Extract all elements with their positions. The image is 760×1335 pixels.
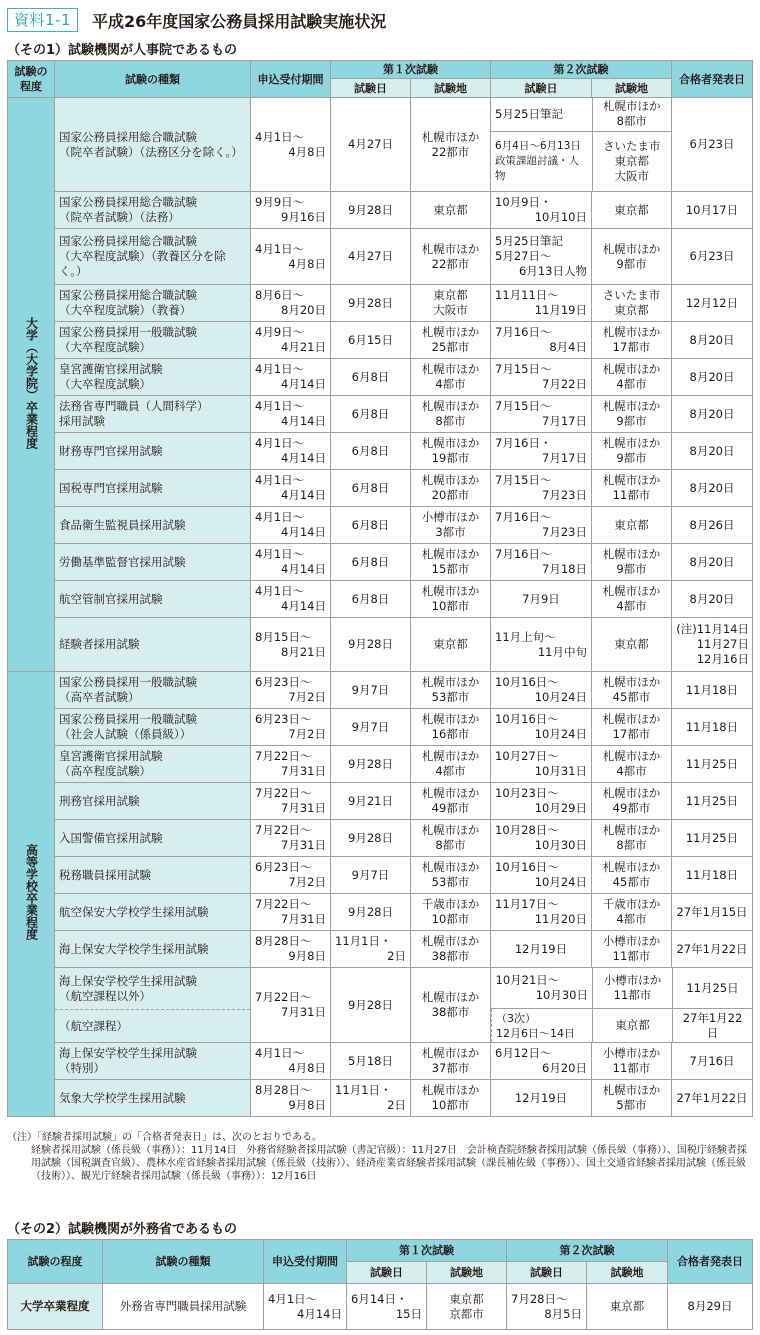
exam-name: 労働基準監督官採用試験 [55,544,251,581]
col-first-exam: 第１次試験 [347,1240,507,1262]
first-exam-date: 6月8日 [331,507,411,544]
page-header [7,7,386,33]
second-exam-place: 札幌市ほか 45都市 [592,857,672,894]
first-exam-date: 6月8日 [331,359,411,396]
exam-name: 海上保安学校学生採用試験 （特別） [55,1043,251,1080]
table-row [8,709,753,746]
result-date: 8月20日 [672,470,753,507]
application-period: 4月1日～ 4月14日 [251,433,331,470]
second-exam-place: 札幌市ほか 4都市 [592,359,672,396]
col-level: 試験の 程度 [8,61,55,98]
result-date: 27年1月22日 [672,1080,753,1117]
col-second-exam: 第２次試験 [507,1240,668,1262]
exam-name: 航空保安大学校学生採用試験 [55,894,251,931]
result-date: 6月23日 [672,98,753,192]
second-exam-place: 札幌市ほか 9都市 [592,544,672,581]
result-date: 27年1月22日 [672,931,753,968]
application-period: 7月22日～ 7月31日 [251,820,331,857]
exam-name: 海上保安学校学生採用試験 （航空課程以外） （航空課程） [55,968,251,1043]
result-date: 8月20日 [672,581,753,618]
first-exam-place: 札幌市ほか 20都市 [411,470,491,507]
application-period: 4月1日～ 4月8日 [251,229,331,285]
result-date: 11月25日 [672,746,753,783]
application-period: 4月1日～ 4月14日 [251,581,331,618]
second-exam-date: 11月11日～ 11月19日 [491,285,592,322]
exam-name: 刑務官採用試験 [55,783,251,820]
group-university: 大学（大学院）卒業程度 [8,98,55,672]
result-date: 8月26日 [672,507,753,544]
second-exam-place: 札幌市ほか 8都市 [592,820,672,857]
col-first-date: 試験日 [347,1262,427,1284]
application-period: 6月23日～ 7月2日 [251,709,331,746]
result-date: 7月16日 [672,1043,753,1080]
exam-name: 法務省専門職員（人間科学） 採用試験 [55,396,251,433]
second-exam-place: 東京都 [592,507,672,544]
first-exam-date: 5月18日 [331,1043,411,1080]
first-exam-date: 4月27日 [331,229,411,285]
second-exam-place: 札幌市ほか 5都市 [592,1080,672,1117]
footnote [7,1131,752,1183]
table-row [8,581,753,618]
col-type: 試験の種類 [55,61,251,98]
footnote-line-2: 経験者採用試験（係長級（事務））：11月14日 外務省経験者採用試験（書記官級）：11月27日 会計検査院経験者採用試験（係長級（事務））、国税庁経験者採用試験（国税調査官級）、農林水産省経験者採用試験（係長級（技術））、経済産業省経験者採用試験（課長補佐級（事務））、国土交通省経験者採用試験（係長級（技術））、観光庁経験者採用試験（係長級（事務））：12月16日 [31,1145,747,1182]
result-date: 27年1月22日 [673,1009,753,1042]
result-date: 6月23日 [672,229,753,285]
result-date: 8月20日 [672,396,753,433]
col-application: 申込受付期間 [251,61,331,98]
second-exam-date: 10月16日～ 10月24日 [491,672,592,709]
first-exam-place: 東京都 [411,618,491,672]
col-second-exam: 第２次試験 [491,61,672,79]
result-date: 11月25日 [672,783,753,820]
second-exam-place: 東京都 [587,1284,668,1330]
first-exam-place: 札幌市ほか 4都市 [411,359,491,396]
application-period: 7月22日～ 7月31日 [251,894,331,931]
first-exam-place: 札幌市ほか 37都市 [411,1043,491,1080]
first-exam-place: 札幌市ほか 4都市 [411,746,491,783]
first-exam-date: 9月7日 [331,709,411,746]
table-row [8,192,753,229]
result-date: 11月25日 [672,820,753,857]
exam-name: 国家公務員採用一般職試験 （高卒者試験） [55,672,251,709]
second-exam-date: 5月25日筆記 5月27日～ 6月13日人物 [491,229,592,285]
second-exam-place: 東京都 [592,192,672,229]
second-exam-place: 小樽市ほか 11都市 [593,968,673,1009]
col-first-place: 試験地 [411,79,491,98]
exam-name: 食品衛生監視員採用試験 [55,507,251,544]
first-exam-date: 9月7日 [331,672,411,709]
exam-name: 国家公務員採用総合職試験 （大卒程度試験）（教養区分を除く。） [55,229,251,285]
table-row [8,470,753,507]
second-exam-place: さいたま市 東京都 [592,285,672,322]
result-date: 11月18日 [672,857,753,894]
first-exam-place: 札幌市ほか 15都市 [411,544,491,581]
second-exam-date: 7月15日～ 7月23日 [491,470,592,507]
exam-name: 国家公務員採用総合職試験 （大卒程度試験）（教養） [55,285,251,322]
exam-name: 皇宮護衛官採用試験 （高卒程度試験） [55,746,251,783]
table-row [8,968,753,1043]
application-period: 8月6日～ 8月20日 [251,285,331,322]
second-exam-place: 札幌市ほか 9都市 [592,433,672,470]
application-period: 4月1日～ 4月14日 [251,359,331,396]
table-row [8,98,753,192]
first-exam-date: 9月28日 [331,192,411,229]
exam-name: 外務省専門職員採用試験 [103,1284,264,1330]
result-date: (注)11月14日 11月27日 12月16日 [672,618,753,672]
first-exam-date: 11月1日・ 2日 [331,931,411,968]
first-exam-date: 9月21日 [331,783,411,820]
table-row [8,285,753,322]
application-period: 4月1日～ 4月8日 [251,1043,331,1080]
first-exam-date: 6月14日・ 15日 [347,1284,427,1330]
first-exam-place: 札幌市ほか 22都市 [411,98,491,192]
first-exam-date: 9月28日 [331,746,411,783]
second-exam-place: 札幌市ほか 9都市 [592,396,672,433]
second-exam-place: 千歳市ほか 4都市 [592,894,672,931]
first-exam-date: 9月7日 [331,857,411,894]
col-first-place: 試験地 [427,1262,507,1284]
group-highschool: 高等学校卒業程度 [8,672,55,1117]
application-period: 6月23日～ 7月2日 [251,672,331,709]
third-exam-date: （3次） 12月6日～14日 [492,1009,593,1042]
second-exam-place: 札幌市ほか 4都市 [592,581,672,618]
col-second-place: 試験地 [592,79,672,98]
first-exam-place: 札幌市ほか 19都市 [411,433,491,470]
first-exam-place: 東京都 [411,192,491,229]
second-exam-date: 7月15日～ 7月22日 [491,359,592,396]
exam-name: 気象大学校学生採用試験 [55,1080,251,1117]
exam-table-mofa [7,1239,753,1330]
first-exam-date: 11月1日・ 2日 [331,1080,411,1117]
exam-name: 航空管制官採用試験 [55,581,251,618]
first-exam-place: 千歳市ほか 10都市 [411,894,491,931]
table-row [8,1080,753,1117]
col-result-date: 合格者発表日 [672,61,753,98]
result-date: 8月20日 [672,359,753,396]
document-badge: 資料1-1 [7,8,78,32]
second-exam-date: 10月21日～ 10月30日 [492,968,593,1009]
application-period: 7月22日～ 7月31日 [251,783,331,820]
second-exam-date: 10月16日～ 10月24日 [491,709,592,746]
application-period: 4月1日～ 4月14日 [251,396,331,433]
first-exam-place: 札幌市ほか 22都市 [411,229,491,285]
application-period: 8月28日～ 9月8日 [251,1080,331,1117]
exam-name: 皇宮護衛官採用試験 （大卒程度試験） [55,359,251,396]
second-exam-date: 10月23日～ 10月29日 [491,783,592,820]
first-exam-date: 9月28日 [331,968,411,1043]
table-row [8,396,753,433]
second-exam-date: 11月17日～ 11月20日 [491,894,592,931]
page-title: 平成26年度国家公務員採用試験実施状況 [92,11,387,31]
first-exam-place: 札幌市ほか 38都市 [411,931,491,968]
exam-name: 海上保安大学校学生採用試験 [55,931,251,968]
table-row [8,672,753,709]
first-exam-place: 札幌市ほか 38都市 [411,968,491,1043]
col-second-date: 試験日 [491,79,592,98]
first-exam-date: 6月8日 [331,470,411,507]
second-exam-place: 札幌市ほか 4都市 [592,746,672,783]
section1-heading: （その1）試験機関が人事院であるもの [7,43,238,58]
exam-name: 国税専門官採用試験 [55,470,251,507]
application-period: 6月23日～ 7月2日 [251,857,331,894]
result-date: 12月12日 [672,285,753,322]
application-period: 4月1日～ 4月14日 [264,1284,347,1330]
first-exam-place: 札幌市ほか 49都市 [411,783,491,820]
col-type: 試験の種類 [103,1240,264,1284]
application-period: 7月22日～ 7月31日 [251,968,331,1043]
second-exam-place: 札幌市ほか 49都市 [592,783,672,820]
table-row [8,820,753,857]
first-exam-date: 9月28日 [331,894,411,931]
exam-name: 国家公務員採用総合職試験 （院卒者試験）（法務） [55,192,251,229]
first-exam-place: 東京都 大阪市 [411,285,491,322]
exam-name: 入国警備官採用試験 [55,820,251,857]
second-exam-date-written: 5月25日筆記 [491,98,592,131]
second-exam-date: 7月16日～ 8月4日 [491,322,592,359]
table-row [8,359,753,396]
first-exam-date: 9月28日 [331,618,411,672]
first-exam-place: 小樽市ほか 3都市 [411,507,491,544]
table-row [8,857,753,894]
exam-name: 国家公務員採用総合職試験 （院卒者試験）（法務区分を除く。） [55,98,251,192]
application-period: 7月22日～ 7月31日 [251,746,331,783]
second-exam-date: 7月16日・ 7月17日 [491,433,592,470]
exam-name: 国家公務員採用一般職試験 （社会人試験（係員級）） [55,709,251,746]
col-second-place: 試験地 [587,1262,668,1284]
second-exam-date: 10月28日～ 10月30日 [491,820,592,857]
application-period: 4月1日～ 4月14日 [251,544,331,581]
second-exam-place: 札幌市ほか 17都市 [592,709,672,746]
col-second-date: 試験日 [507,1262,587,1284]
result-date: 8月20日 [672,544,753,581]
first-exam-date: 4月27日 [331,98,411,192]
table-row [8,1043,753,1080]
table-row [8,322,753,359]
second-exam-date: 6月12日～ 6月20日 [491,1043,592,1080]
second-exam-date-interview: 6月4日～6月13日 政策課題討議・人物 [491,131,592,191]
table-row [8,1284,753,1330]
result-date: 8月20日 [672,433,753,470]
application-period: 4月1日～ 4月14日 [251,507,331,544]
table-row [8,746,753,783]
application-period: 9月9日～ 9月16日 [251,192,331,229]
table-row [8,783,753,820]
col-level: 試験の程度 [8,1240,103,1284]
third-exam-place: 東京都 [593,1009,673,1042]
header-row-1 [8,61,753,79]
col-result-date: 合格者発表日 [668,1240,753,1284]
application-period: 4月9日～ 4月21日 [251,322,331,359]
table-row [8,544,753,581]
application-period: 8月28日～ 9月8日 [251,931,331,968]
first-exam-date: 6月8日 [331,433,411,470]
first-exam-place: 札幌市ほか 16都市 [411,709,491,746]
level-cell: 大学卒業程度 [8,1284,103,1330]
second-exam-place: 札幌市ほか 11都市 [592,470,672,507]
table-row [8,507,753,544]
second-exam-date: 10月9日・ 10月10日 [491,192,592,229]
first-exam-date: 9月28日 [331,820,411,857]
second-exam-place: 札幌市ほか 9都市 [592,229,672,285]
second-exam-date: 7月28日～ 8月5日 [507,1284,587,1330]
result-date: 8月20日 [672,322,753,359]
first-exam-place: 札幌市ほか 53都市 [411,672,491,709]
second-exam-date: 7月15日～ 7月17日 [491,396,592,433]
col-first-exam: 第１次試験 [331,61,491,79]
exam-name: 経験者採用試験 [55,618,251,672]
second-exam-place-written: 札幌市ほか 8都市 [592,98,671,131]
result-date: 10月17日 [672,192,753,229]
first-exam-date: 9月28日 [331,285,411,322]
section2-heading: （その2）試験機関が外務省であるもの [7,1222,238,1237]
table-row [8,618,753,672]
table-row [8,229,753,285]
first-exam-place: 札幌市ほか 8都市 [411,820,491,857]
result-date: 11月18日 [672,672,753,709]
first-exam-place: 札幌市ほか 25都市 [411,322,491,359]
result-date: 8月29日 [668,1284,753,1330]
footnote-line-1: （注）「経験者採用試験」の「合格者発表日」は、次のとおりである。 [7,1132,322,1143]
first-exam-date: 6月8日 [331,396,411,433]
first-exam-date: 6月8日 [331,544,411,581]
application-period: 8月15日～ 8月21日 [251,618,331,672]
application-period: 4月1日～ 4月8日 [251,98,331,192]
second-exam-date: 10月16日～ 10月24日 [491,857,592,894]
second-exam-date: 7月16日～ 7月23日 [491,507,592,544]
exam-name: 財務専門官採用試験 [55,433,251,470]
first-exam-date: 6月15日 [331,322,411,359]
second-exam-date: 12月19日 [491,931,592,968]
first-exam-place: 東京都 京都市 [427,1284,507,1330]
second-exam-split [491,968,753,1043]
second-exam-date: 7月9日 [491,581,592,618]
first-exam-place: 札幌市ほか 53都市 [411,857,491,894]
table-row [8,433,753,470]
second-exam-place: 東京都 [592,618,672,672]
exam-name: 国家公務員採用一般職試験 （大卒程度試験） [55,322,251,359]
exam-name: 税務職員採用試験 [55,857,251,894]
second-exam-place: 小樽市ほか 11都市 [592,931,672,968]
result-date: 11月25日 [673,968,753,1009]
second-exam-date: 7月16日～ 7月18日 [491,544,592,581]
header-row-1 [8,1240,753,1262]
second-exam-date: 12月19日 [491,1080,592,1117]
first-exam-place: 札幌市ほか 10都市 [411,581,491,618]
first-exam-place: 札幌市ほか 10都市 [411,1080,491,1117]
result-date: 11月18日 [672,709,753,746]
second-exam-date: 10月27日～ 10月31日 [491,746,592,783]
application-period: 4月1日～ 4月14日 [251,470,331,507]
col-application: 申込受付期間 [264,1240,347,1284]
first-exam-place: 札幌市ほか 8都市 [411,396,491,433]
second-exam-place: 小樽市ほか 11都市 [592,1043,672,1080]
first-exam-date: 6月8日 [331,581,411,618]
second-exam-date: 11月上旬～ 11月中旬 [491,618,592,672]
second-exam-place: 札幌市ほか 17都市 [592,322,672,359]
result-date: 27年1月15日 [672,894,753,931]
second-exam-split [491,98,672,192]
col-first-date: 試験日 [331,79,411,98]
second-exam-place: 札幌市ほか 45都市 [592,672,672,709]
exam-table-nps [7,60,753,1117]
second-exam-place-interview: さいたま市 東京都 大阪市 [592,131,671,191]
table-row [8,931,753,968]
table-row [8,894,753,931]
